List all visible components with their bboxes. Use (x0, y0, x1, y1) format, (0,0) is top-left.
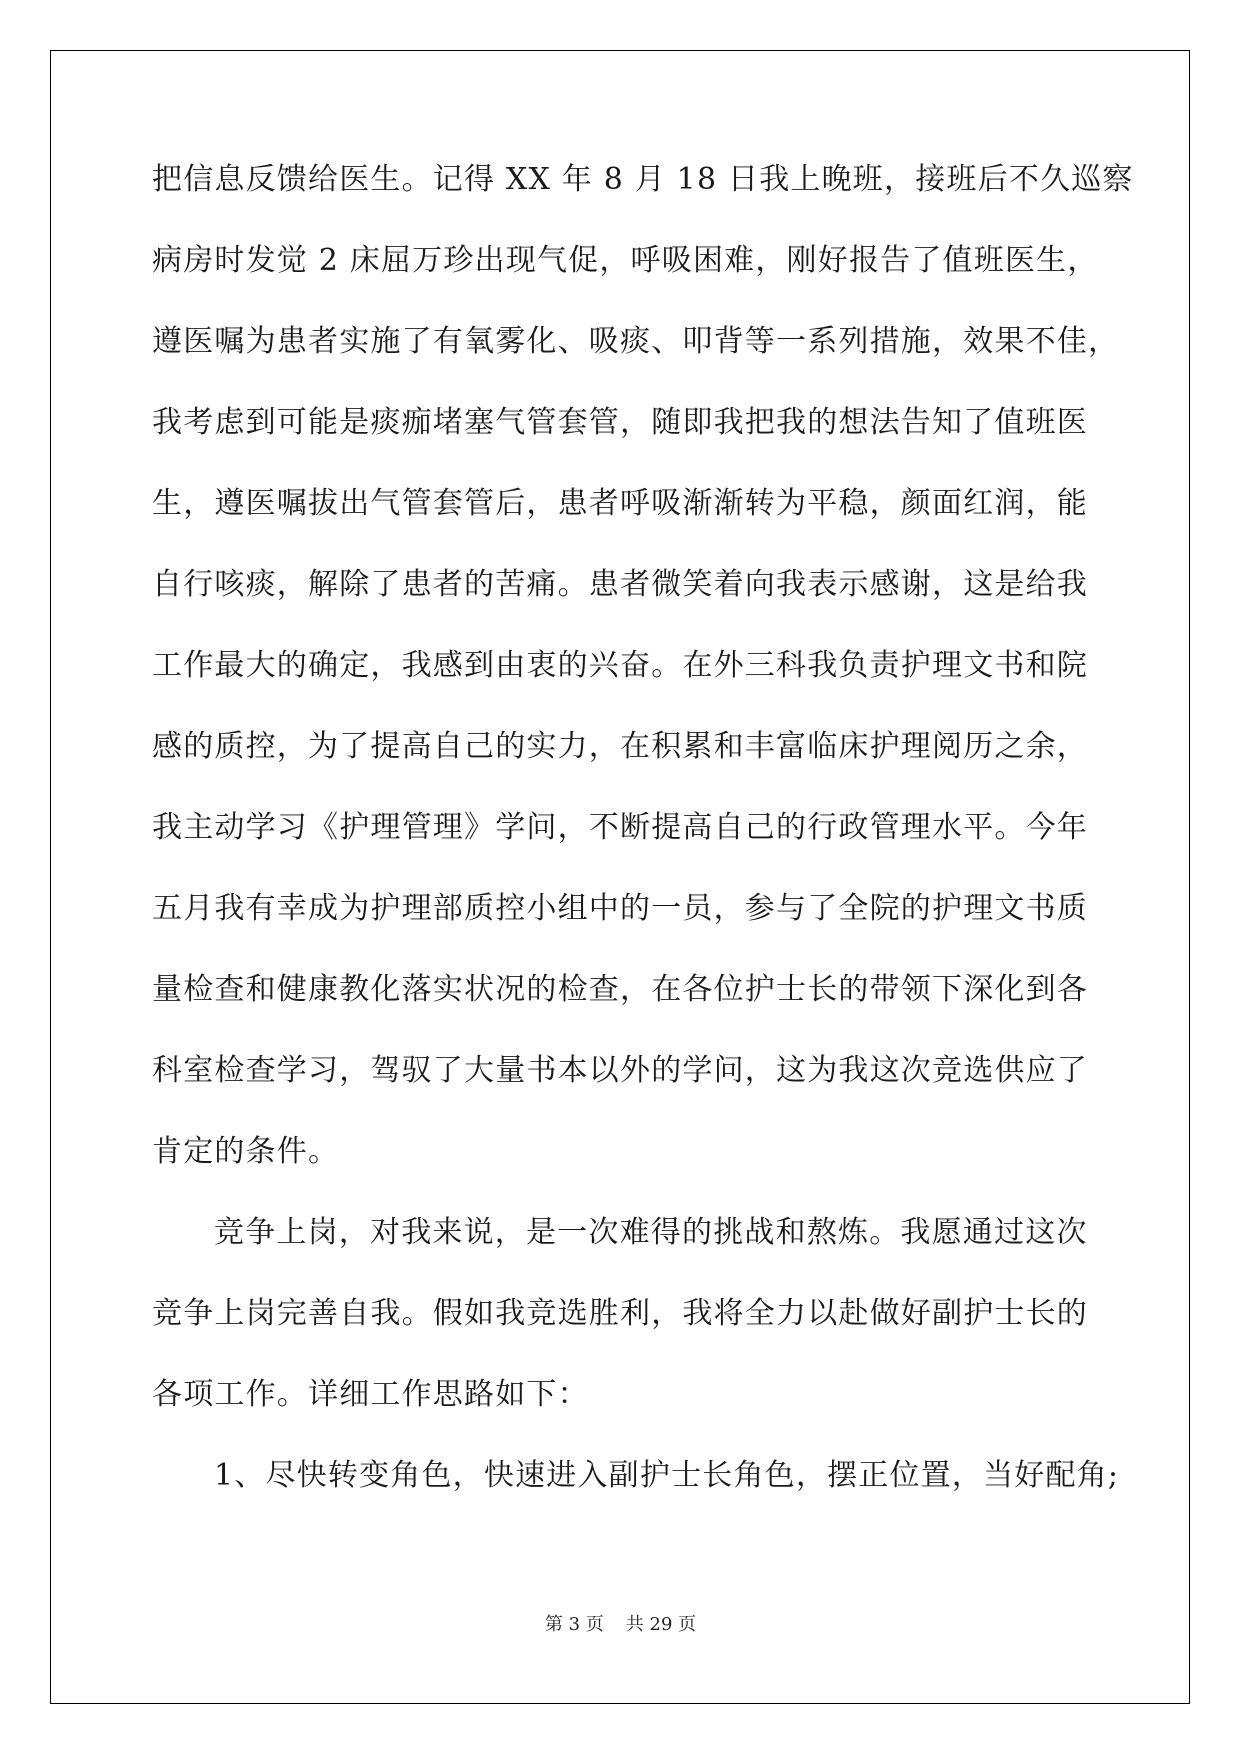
text-line: 生，遵医嘱拔出气管套管后，患者呼吸渐渐转为平稳，颜面红润，能 (152, 486, 1088, 521)
text-line: 各项工作。详细工作思路如下： (152, 1377, 589, 1412)
page-total: 共 29 页 (625, 1614, 697, 1635)
text-line: 我考虑到可能是痰痂堵塞气管套管，随即我把我的想法告知了值班医 (152, 405, 1088, 440)
text-line: 我主动学习《护理管理》学问，不断提高自己的行政管理水平。今年 (152, 810, 1088, 845)
page-number: 第 3 页 (544, 1614, 604, 1635)
text-line: 病房时发觉 2 床屈万珍出现气促，呼吸困难，刚好报告了值班医生， (152, 243, 1099, 278)
list-item-1: 1、尽快转变角色，快速进入副护士长角色，摆正位置，当好配角; (214, 1458, 1120, 1493)
text-line: 量检查和健康教化落实状况的检查，在各位护士长的带领下深化到各 (152, 972, 1088, 1007)
page-footer (0, 1613, 1241, 1637)
text-line: 科室检查学习，驾驭了大量书本以外的学问，这为我这次竞选供应了 (152, 1053, 1088, 1088)
text-line: 肯定的条件。 (152, 1134, 340, 1169)
text-line: 感的质控，为了提高自己的实力，在积累和丰富临床护理阅历之余， (152, 729, 1088, 764)
document-body (152, 157, 1134, 1534)
text-line: 竞争上岗完善自我。假如我竞选胜利，我将全力以赴做好副护士长的 (152, 1296, 1088, 1331)
text-line: 遵医嘱为患者实施了有氧雾化、吸痰、叩背等一系列措施，效果不佳， (152, 324, 1120, 359)
text-line: 把信息反馈给医生。记得 XX 年 8 月 18 日我上晚班，接班后不久巡察 (152, 162, 1134, 197)
text-line: 工作最大的确定，我感到由衷的兴奋。在外三科我负责护理文书和院 (152, 648, 1088, 683)
text-line: 自行咳痰，解除了患者的苦痛。患者微笑着向我表示感谢，这是给我 (152, 567, 1088, 602)
text-line: 五月我有幸成为护理部质控小组中的一员，参与了全院的护理文书质 (152, 891, 1088, 926)
paragraph-first-line: 竞争上岗，对我来说，是一次难得的挑战和熬炼。我愿通过这次 (214, 1215, 1088, 1250)
